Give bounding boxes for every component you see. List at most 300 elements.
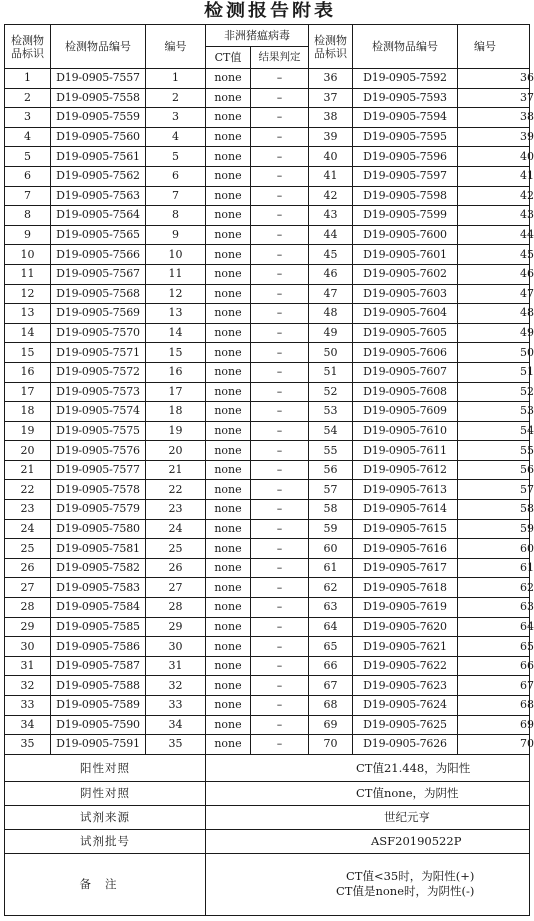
- cell-right-mark: 59: [309, 519, 353, 539]
- cell-right-code: D19-0905-7608: [353, 382, 458, 402]
- cell-right-mark: 36: [309, 69, 353, 89]
- cell-right-code: D19-0905-7596: [353, 147, 458, 167]
- cell-left-mark: 19: [5, 421, 51, 441]
- cell-right-mark: 58: [309, 500, 353, 520]
- cell-right-code: D19-0905-7602: [353, 264, 458, 284]
- cell-right-mark: 47: [309, 284, 353, 304]
- cell-left-mark: 3: [5, 108, 51, 128]
- cell-left-mark: 29: [5, 617, 51, 637]
- cell-right-number: 47: [458, 284, 530, 304]
- cell-result: –: [251, 166, 309, 186]
- cell-right-code: D19-0905-7620: [353, 617, 458, 637]
- cell-left-code: D19-0905-7558: [51, 88, 146, 108]
- cell-right-number: 45: [458, 245, 530, 265]
- cell-left-number: 15: [146, 343, 206, 363]
- cell-ct-value: none: [206, 578, 251, 598]
- cell-right-code: D19-0905-7609: [353, 402, 458, 422]
- cell-left-number: 11: [146, 264, 206, 284]
- cell-left-number: 18: [146, 402, 206, 422]
- cell-result: –: [251, 500, 309, 520]
- table-row: [5, 715, 530, 735]
- cell-result: –: [251, 186, 309, 206]
- cell-right-mark: 43: [309, 206, 353, 226]
- cell-ct-value: none: [206, 147, 251, 167]
- cell-result: –: [251, 519, 309, 539]
- cell-result: –: [251, 735, 309, 755]
- cell-right-mark: 63: [309, 598, 353, 618]
- cell-left-number: 35: [146, 735, 206, 755]
- cell-result: –: [251, 480, 309, 500]
- cell-result: –: [251, 206, 309, 226]
- cell-right-mark: 55: [309, 441, 353, 461]
- cell-left-mark: 16: [5, 362, 51, 382]
- cell-result: –: [251, 225, 309, 245]
- cell-ct-value: none: [206, 480, 251, 500]
- table-row: [5, 264, 530, 284]
- cell-right-code: D19-0905-7612: [353, 460, 458, 480]
- cell-left-code: D19-0905-7580: [51, 519, 146, 539]
- cell-right-number: 66: [458, 656, 530, 676]
- cell-right-number: 56: [458, 460, 530, 480]
- cell-ct-value: none: [206, 186, 251, 206]
- cell-result: –: [251, 304, 309, 324]
- cell-right-number: 64: [458, 617, 530, 637]
- cell-right-number: 46: [458, 264, 530, 284]
- table-row: [5, 108, 530, 128]
- table-row: [5, 127, 530, 147]
- cell-left-mark: 30: [5, 637, 51, 657]
- table-row: [5, 676, 530, 696]
- cell-result: –: [251, 460, 309, 480]
- cell-result: –: [251, 558, 309, 578]
- cell-result: –: [251, 382, 309, 402]
- table-body: [5, 69, 534, 755]
- appendix-table: [4, 24, 534, 916]
- reagent-batch-label: 试剂批号: [5, 829, 206, 853]
- cell-right-mark: 50: [309, 343, 353, 363]
- cell-left-mark: 33: [5, 696, 51, 716]
- cell-left-number: 13: [146, 304, 206, 324]
- positive-control-label: 阳性对照: [5, 754, 206, 781]
- cell-right-mark: 51: [309, 362, 353, 382]
- cell-right-code: D19-0905-7598: [353, 186, 458, 206]
- cell-result: –: [251, 598, 309, 618]
- table-row: [5, 245, 530, 265]
- cell-ct-value: none: [206, 245, 251, 265]
- cell-right-number: 40: [458, 147, 530, 167]
- table-row: [5, 166, 530, 186]
- cell-result: –: [251, 323, 309, 343]
- cell-left-code: D19-0905-7586: [51, 637, 146, 657]
- cell-left-code: D19-0905-7584: [51, 598, 146, 618]
- header-sample-mark: 检测物品标识: [5, 25, 51, 69]
- cell-right-mark: 44: [309, 225, 353, 245]
- cell-right-code: D19-0905-7619: [353, 598, 458, 618]
- cell-ct-value: none: [206, 343, 251, 363]
- cell-right-code: D19-0905-7599: [353, 206, 458, 226]
- cell-left-mark: 28: [5, 598, 51, 618]
- cell-result: –: [251, 617, 309, 637]
- positive-control-value: CT值21.448，为阳性: [206, 754, 530, 781]
- appendix-table-sheet: [4, 24, 534, 912]
- cell-right-code: D19-0905-7622: [353, 656, 458, 676]
- cell-right-mark: 42: [309, 186, 353, 206]
- cell-right-number: 49: [458, 323, 530, 343]
- cell-right-number: 63: [458, 598, 530, 618]
- cell-left-mark: 32: [5, 676, 51, 696]
- cell-ct-value: none: [206, 127, 251, 147]
- cell-left-number: 8: [146, 206, 206, 226]
- cell-result: –: [251, 69, 309, 89]
- cell-result: –: [251, 284, 309, 304]
- cell-ct-value: none: [206, 225, 251, 245]
- table-row: [5, 460, 530, 480]
- cell-left-mark: 31: [5, 656, 51, 676]
- header-sample-mark-right: 检测物品标识: [309, 25, 353, 69]
- report-title: 检测报告附表: [203, 0, 336, 21]
- cell-left-number: 22: [146, 480, 206, 500]
- cell-right-mark: 37: [309, 88, 353, 108]
- table-row: [5, 441, 530, 461]
- cell-left-code: D19-0905-7590: [51, 715, 146, 735]
- table-row: [5, 88, 530, 108]
- cell-right-mark: 60: [309, 539, 353, 559]
- cell-right-mark: 53: [309, 402, 353, 422]
- cell-right-mark: 48: [309, 304, 353, 324]
- cell-right-code: D19-0905-7613: [353, 480, 458, 500]
- cell-right-number: 36: [458, 69, 530, 89]
- cell-right-number: 44: [458, 225, 530, 245]
- table-row: [5, 735, 530, 755]
- cell-left-code: D19-0905-7569: [51, 304, 146, 324]
- cell-left-mark: 35: [5, 735, 51, 755]
- header-sample-code: 检测物品编号: [51, 25, 146, 69]
- cell-left-mark: 34: [5, 715, 51, 735]
- cell-right-mark: 61: [309, 558, 353, 578]
- cell-result: –: [251, 578, 309, 598]
- remark-line-1: CT值<35时，为阳性(+): [346, 869, 475, 884]
- table-row: [5, 500, 530, 520]
- cell-right-code: D19-0905-7618: [353, 578, 458, 598]
- cell-left-code: D19-0905-7565: [51, 225, 146, 245]
- cell-ct-value: none: [206, 421, 251, 441]
- table-row: [5, 519, 530, 539]
- header-sample-code-right: 检测物品编号: [353, 25, 458, 69]
- cell-right-mark: 62: [309, 578, 353, 598]
- cell-ct-value: none: [206, 323, 251, 343]
- cell-left-mark: 2: [5, 88, 51, 108]
- cell-left-number: 20: [146, 441, 206, 461]
- cell-result: –: [251, 421, 309, 441]
- cell-result: –: [251, 676, 309, 696]
- cell-ct-value: none: [206, 500, 251, 520]
- cell-left-mark: 8: [5, 206, 51, 226]
- cell-right-code: D19-0905-7600: [353, 225, 458, 245]
- cell-right-mark: 57: [309, 480, 353, 500]
- cell-left-mark: 20: [5, 441, 51, 461]
- cell-left-number: 25: [146, 539, 206, 559]
- cell-left-mark: 14: [5, 323, 51, 343]
- cell-right-number: 58: [458, 500, 530, 520]
- cell-right-code: D19-0905-7592: [353, 69, 458, 89]
- cell-right-number: 69: [458, 715, 530, 735]
- cell-left-code: D19-0905-7587: [51, 656, 146, 676]
- table-row: [5, 69, 530, 89]
- cell-left-code: D19-0905-7579: [51, 500, 146, 520]
- cell-result: –: [251, 715, 309, 735]
- table-row: [5, 578, 530, 598]
- cell-right-code: D19-0905-7610: [353, 421, 458, 441]
- cell-left-mark: 13: [5, 304, 51, 324]
- cell-right-number: 51: [458, 362, 530, 382]
- cell-left-code: D19-0905-7563: [51, 186, 146, 206]
- cell-left-mark: 9: [5, 225, 51, 245]
- cell-right-mark: 67: [309, 676, 353, 696]
- cell-left-number: 6: [146, 166, 206, 186]
- cell-ct-value: none: [206, 382, 251, 402]
- cell-ct-value: none: [206, 304, 251, 324]
- cell-right-code: D19-0905-7593: [353, 88, 458, 108]
- cell-left-mark: 12: [5, 284, 51, 304]
- cell-right-mark: 64: [309, 617, 353, 637]
- cell-right-code: D19-0905-7624: [353, 696, 458, 716]
- table-row: [5, 343, 530, 363]
- cell-right-number: 37: [458, 88, 530, 108]
- cell-left-number: 14: [146, 323, 206, 343]
- cell-right-number: 52: [458, 382, 530, 402]
- cell-left-number: 32: [146, 676, 206, 696]
- cell-left-code: D19-0905-7561: [51, 147, 146, 167]
- cell-left-code: D19-0905-7591: [51, 735, 146, 755]
- cell-left-number: 4: [146, 127, 206, 147]
- table-row: [5, 186, 530, 206]
- cell-ct-value: none: [206, 519, 251, 539]
- cell-left-code: D19-0905-7570: [51, 323, 146, 343]
- cell-right-code: D19-0905-7616: [353, 539, 458, 559]
- table-row: [5, 206, 530, 226]
- cell-result: –: [251, 539, 309, 559]
- cell-right-code: D19-0905-7594: [353, 108, 458, 128]
- cell-left-number: 5: [146, 147, 206, 167]
- table-row: [5, 656, 530, 676]
- remark-label: 备注: [5, 853, 206, 915]
- cell-left-code: D19-0905-7572: [51, 362, 146, 382]
- table-row: [5, 696, 530, 716]
- cell-left-mark: 17: [5, 382, 51, 402]
- cell-left-code: D19-0905-7562: [51, 166, 146, 186]
- table-row: [5, 382, 530, 402]
- cell-left-mark: 26: [5, 558, 51, 578]
- cell-right-mark: 39: [309, 127, 353, 147]
- cell-left-code: D19-0905-7557: [51, 69, 146, 89]
- table-row: [5, 323, 530, 343]
- cell-right-code: D19-0905-7597: [353, 166, 458, 186]
- cell-left-mark: 7: [5, 186, 51, 206]
- cell-left-code: D19-0905-7575: [51, 421, 146, 441]
- cell-right-mark: 46: [309, 264, 353, 284]
- cell-right-number: 62: [458, 578, 530, 598]
- table-row: [5, 304, 530, 324]
- cell-left-code: D19-0905-7564: [51, 206, 146, 226]
- cell-right-code: D19-0905-7626: [353, 735, 458, 755]
- cell-right-number: 43: [458, 206, 530, 226]
- cell-right-number: 55: [458, 441, 530, 461]
- cell-left-code: D19-0905-7588: [51, 676, 146, 696]
- cell-ct-value: none: [206, 108, 251, 128]
- cell-left-mark: 4: [5, 127, 51, 147]
- table-row: [5, 147, 530, 167]
- cell-left-number: 27: [146, 578, 206, 598]
- table-row: [5, 539, 530, 559]
- cell-left-number: 28: [146, 598, 206, 618]
- cell-result: –: [251, 637, 309, 657]
- cell-ct-value: none: [206, 69, 251, 89]
- cell-right-code: D19-0905-7617: [353, 558, 458, 578]
- cell-left-mark: 6: [5, 166, 51, 186]
- cell-left-code: D19-0905-7568: [51, 284, 146, 304]
- cell-left-mark: 23: [5, 500, 51, 520]
- cell-right-number: 54: [458, 421, 530, 441]
- cell-right-mark: 54: [309, 421, 353, 441]
- cell-right-mark: 41: [309, 166, 353, 186]
- remark-line-2: CT值是none时，为阴性(-): [336, 884, 475, 899]
- cell-ct-value: none: [206, 637, 251, 657]
- cell-right-code: D19-0905-7595: [353, 127, 458, 147]
- cell-ct-value: none: [206, 88, 251, 108]
- header-ct-value: CT值: [206, 47, 251, 69]
- cell-right-code: D19-0905-7621: [353, 637, 458, 657]
- cell-left-number: 29: [146, 617, 206, 637]
- cell-result: –: [251, 362, 309, 382]
- cell-right-number: 57: [458, 480, 530, 500]
- cell-right-code: D19-0905-7607: [353, 362, 458, 382]
- cell-left-code: D19-0905-7571: [51, 343, 146, 363]
- cell-right-code: D19-0905-7614: [353, 500, 458, 520]
- cell-left-code: D19-0905-7578: [51, 480, 146, 500]
- cell-right-mark: 52: [309, 382, 353, 402]
- cell-left-number: 33: [146, 696, 206, 716]
- cell-left-mark: 5: [5, 147, 51, 167]
- cell-right-code: D19-0905-7615: [353, 519, 458, 539]
- cell-left-number: 21: [146, 460, 206, 480]
- cell-result: –: [251, 108, 309, 128]
- cell-right-number: 53: [458, 402, 530, 422]
- cell-result: –: [251, 147, 309, 167]
- table-row: [5, 362, 530, 382]
- cell-ct-value: none: [206, 598, 251, 618]
- table-row: [5, 421, 530, 441]
- cell-right-number: 41: [458, 166, 530, 186]
- cell-ct-value: none: [206, 676, 251, 696]
- reagent-batch-value: ASF20190522P: [206, 829, 530, 853]
- cell-left-mark: 1: [5, 69, 51, 89]
- cell-left-mark: 11: [5, 264, 51, 284]
- table-row: [5, 598, 530, 618]
- cell-left-mark: 22: [5, 480, 51, 500]
- cell-left-number: 24: [146, 519, 206, 539]
- cell-result: –: [251, 127, 309, 147]
- cell-ct-value: none: [206, 460, 251, 480]
- cell-right-mark: 49: [309, 323, 353, 343]
- cell-left-number: 31: [146, 656, 206, 676]
- cell-right-number: 60: [458, 539, 530, 559]
- remark-value: [206, 853, 530, 915]
- cell-result: –: [251, 88, 309, 108]
- cell-right-mark: 65: [309, 637, 353, 657]
- header-asf-group: 非洲猪瘟病毒: [206, 25, 309, 47]
- cell-left-mark: 10: [5, 245, 51, 265]
- cell-right-mark: 70: [309, 735, 353, 755]
- cell-right-mark: 40: [309, 147, 353, 167]
- table-row: [5, 480, 530, 500]
- cell-ct-value: none: [206, 166, 251, 186]
- cell-right-number: 70: [458, 735, 530, 755]
- cell-left-mark: 15: [5, 343, 51, 363]
- cell-left-number: 19: [146, 421, 206, 441]
- cell-left-code: D19-0905-7576: [51, 441, 146, 461]
- cell-right-number: 67: [458, 676, 530, 696]
- cell-left-code: D19-0905-7585: [51, 617, 146, 637]
- reagent-source-value: 世纪元亨: [206, 805, 530, 829]
- negative-control-value: CT值none，为阴性: [206, 781, 530, 805]
- cell-left-number: 7: [146, 186, 206, 206]
- cell-left-number: 16: [146, 362, 206, 382]
- cell-left-code: D19-0905-7574: [51, 402, 146, 422]
- table-row: [5, 558, 530, 578]
- cell-right-number: 68: [458, 696, 530, 716]
- cell-right-code: D19-0905-7603: [353, 284, 458, 304]
- cell-result: –: [251, 343, 309, 363]
- cell-left-number: 30: [146, 637, 206, 657]
- cell-result: –: [251, 441, 309, 461]
- cell-left-mark: 27: [5, 578, 51, 598]
- cell-ct-value: none: [206, 441, 251, 461]
- cell-ct-value: none: [206, 558, 251, 578]
- table-row: [5, 637, 530, 657]
- cell-right-number: 38: [458, 108, 530, 128]
- table-footer: [5, 754, 530, 915]
- cell-ct-value: none: [206, 264, 251, 284]
- cell-ct-value: none: [206, 284, 251, 304]
- cell-left-mark: 18: [5, 402, 51, 422]
- cell-left-code: D19-0905-7582: [51, 558, 146, 578]
- cell-left-number: 10: [146, 245, 206, 265]
- cell-left-mark: 25: [5, 539, 51, 559]
- cell-left-number: 23: [146, 500, 206, 520]
- cell-right-mark: 66: [309, 656, 353, 676]
- cell-ct-value: none: [206, 715, 251, 735]
- cell-left-code: D19-0905-7560: [51, 127, 146, 147]
- cell-right-code: D19-0905-7601: [353, 245, 458, 265]
- cell-result: –: [251, 245, 309, 265]
- cell-left-code: D19-0905-7577: [51, 460, 146, 480]
- cell-right-mark: 56: [309, 460, 353, 480]
- cell-right-code: D19-0905-7605: [353, 323, 458, 343]
- cell-left-code: D19-0905-7589: [51, 696, 146, 716]
- cell-left-number: 9: [146, 225, 206, 245]
- header-result: 结果判定: [251, 47, 309, 69]
- cell-ct-value: none: [206, 539, 251, 559]
- cell-right-number: 50: [458, 343, 530, 363]
- cell-result: –: [251, 656, 309, 676]
- cell-right-mark: 68: [309, 696, 353, 716]
- cell-left-code: D19-0905-7567: [51, 264, 146, 284]
- cell-ct-value: none: [206, 206, 251, 226]
- header-number-right: 编号: [458, 25, 530, 69]
- negative-control-label: 阴性对照: [5, 781, 206, 805]
- table-row: [5, 284, 530, 304]
- cell-right-number: 39: [458, 127, 530, 147]
